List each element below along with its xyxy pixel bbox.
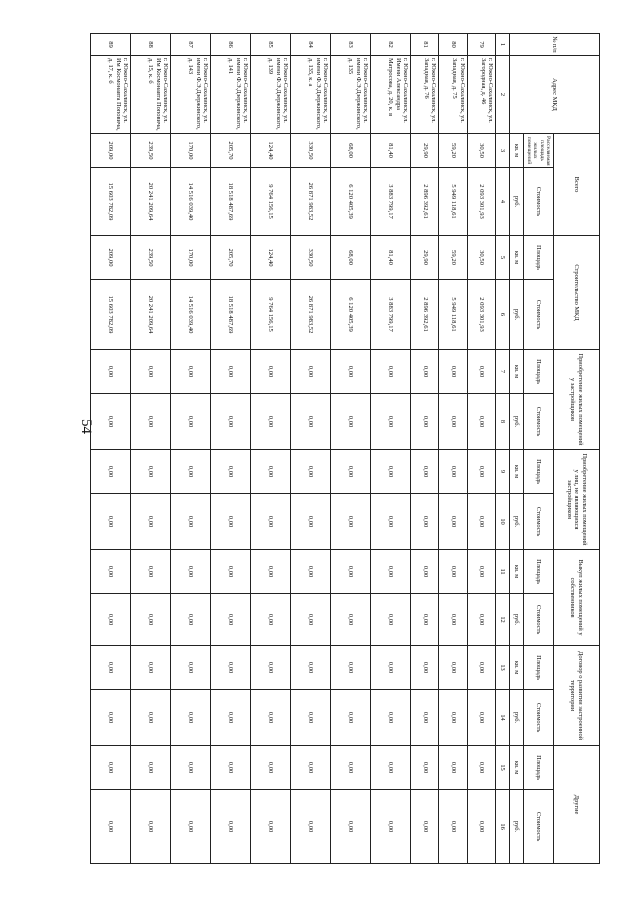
column-number: 12 bbox=[496, 594, 510, 646]
row-address: г. Южно-Сахалинск, ул. имени Ф.Э.Дзержинского, д. 135, к. а bbox=[291, 56, 331, 134]
row-construction-area: 68,00 bbox=[331, 236, 371, 280]
row-zero-cost: 0,00 bbox=[439, 594, 467, 646]
header-purchase-developers: Приобретение жилых помещений у застройщиков bbox=[554, 350, 600, 450]
header-construction: Строительство МКД bbox=[554, 236, 600, 350]
unit-cost: руб. bbox=[510, 494, 524, 550]
row-zero-area: 0,00 bbox=[291, 746, 331, 790]
row-number: 87 bbox=[171, 34, 211, 56]
header-cost: Стоимость bbox=[524, 594, 554, 646]
row-zero-area: 0,00 bbox=[211, 550, 251, 594]
row-address: г. Южно-Сахалинск, ул. Загородная, д. 46 bbox=[467, 56, 495, 134]
header-buyout: Выкуп жилых помещений у собственников bbox=[554, 550, 600, 646]
unit-cost: руб. bbox=[510, 690, 524, 746]
column-number: 4 bbox=[496, 168, 510, 236]
row-zero-area: 0,00 bbox=[251, 350, 291, 394]
row-construction-cost: 20 241 209,64 bbox=[131, 280, 171, 350]
row-zero-cost: 0,00 bbox=[411, 394, 439, 450]
column-number: 10 bbox=[496, 494, 510, 550]
column-number: 16 bbox=[496, 790, 510, 864]
row-total-cost: 5 949 118,61 bbox=[439, 168, 467, 236]
row-zero-cost: 0,00 bbox=[467, 494, 495, 550]
column-number: 13 bbox=[496, 646, 510, 690]
row-zero-area: 0,00 bbox=[251, 746, 291, 790]
column-number: 5 bbox=[496, 236, 510, 280]
row-number: 86 bbox=[211, 34, 251, 56]
row-total-area: 59,20 bbox=[439, 134, 467, 168]
row-total-area: 205,70 bbox=[211, 134, 251, 168]
row-zero-area: 0,00 bbox=[131, 350, 171, 394]
row-address: г. Южно-Сахалинск, ул. имени Ф.Э.Дзержинского, д. 141 bbox=[211, 56, 251, 134]
row-construction-area: 239,50 bbox=[131, 236, 171, 280]
row-zero-cost: 0,00 bbox=[331, 690, 371, 746]
row-zero-cost: 0,00 bbox=[439, 790, 467, 864]
header-cost: Стоимость bbox=[524, 394, 554, 450]
row-total-cost: 18 518 487,69 bbox=[211, 168, 251, 236]
row-zero-cost: 0,00 bbox=[291, 790, 331, 864]
row-address: г. Южно-Сахалинск, ул. Им Космонавта Поповича, д. 17, к. б bbox=[91, 56, 131, 134]
row-zero-area: 0,00 bbox=[331, 746, 371, 790]
unit-area: кв. м bbox=[510, 236, 524, 280]
row-zero-area: 0,00 bbox=[467, 450, 495, 494]
row-zero-cost: 0,00 bbox=[211, 790, 251, 864]
unit-cost: руб. bbox=[510, 594, 524, 646]
header-area: Площадь bbox=[524, 646, 554, 690]
row-construction-cost: 5 949 118,61 bbox=[439, 280, 467, 350]
row-total-area: 68,00 bbox=[331, 134, 371, 168]
table-row bbox=[131, 34, 171, 864]
row-zero-area: 0,00 bbox=[91, 350, 131, 394]
header-area: Площадь bbox=[524, 450, 554, 494]
row-zero-area: 0,00 bbox=[467, 746, 495, 790]
row-construction-area: 209,00 bbox=[91, 236, 131, 280]
header-cost: Стоимость bbox=[524, 690, 554, 746]
unit-cost: руб. bbox=[510, 394, 524, 450]
row-total-cost: 3 883 799,17 bbox=[371, 168, 411, 236]
row-total-area: 124,40 bbox=[251, 134, 291, 168]
header-cost: Стоимость bbox=[524, 280, 554, 350]
row-construction-area: 81,40 bbox=[371, 236, 411, 280]
row-zero-area: 0,00 bbox=[291, 350, 331, 394]
row-zero-cost: 0,00 bbox=[331, 394, 371, 450]
header-area: Площадь bbox=[524, 350, 554, 394]
row-zero-cost: 0,00 bbox=[251, 790, 291, 864]
row-total-area: 330,50 bbox=[291, 134, 331, 168]
header-area: Площадь bbox=[524, 550, 554, 594]
row-zero-cost: 0,00 bbox=[467, 790, 495, 864]
row-construction-cost: 26 871 983,52 bbox=[291, 280, 331, 350]
row-address: г. Южно-Сахалинск, ул. Западная, д. 76 bbox=[411, 56, 439, 134]
row-zero-area: 0,00 bbox=[91, 646, 131, 690]
column-number-row bbox=[496, 34, 510, 864]
row-zero-area: 0,00 bbox=[467, 350, 495, 394]
row-zero-cost: 0,00 bbox=[291, 594, 331, 646]
row-zero-area: 0,00 bbox=[371, 350, 411, 394]
header-cost: Стоимость bbox=[524, 168, 554, 236]
row-zero-cost: 0,00 bbox=[251, 394, 291, 450]
column-number: 8 bbox=[496, 394, 510, 450]
row-total-cost: 2 896 392,61 bbox=[411, 168, 439, 236]
row-zero-cost: 0,00 bbox=[91, 690, 131, 746]
row-total-cost: 26 871 983,52 bbox=[291, 168, 331, 236]
page-number: 54 bbox=[78, 419, 94, 434]
row-zero-area: 0,00 bbox=[251, 550, 291, 594]
row-address: г. Южно-Сахалинск, ул. имени Ф.Э.Дзержинского, д. 143 bbox=[171, 56, 211, 134]
row-zero-cost: 0,00 bbox=[91, 594, 131, 646]
row-zero-area: 0,00 bbox=[171, 746, 211, 790]
table-row bbox=[91, 34, 131, 864]
row-zero-cost: 0,00 bbox=[171, 690, 211, 746]
row-construction-area: 59,20 bbox=[439, 236, 467, 280]
row-construction-cost: 6 120 405,39 bbox=[331, 280, 371, 350]
row-zero-cost: 0,00 bbox=[91, 790, 131, 864]
row-zero-cost: 0,00 bbox=[371, 394, 411, 450]
row-total-area: 81,40 bbox=[371, 134, 411, 168]
row-zero-cost: 0,00 bbox=[331, 790, 371, 864]
row-construction-area: 205,70 bbox=[211, 236, 251, 280]
row-construction-cost: 2 896 392,61 bbox=[411, 280, 439, 350]
row-zero-cost: 0,00 bbox=[439, 394, 467, 450]
unit-area: кв. м bbox=[510, 746, 524, 790]
row-total-cost: 6 120 405,39 bbox=[331, 168, 371, 236]
row-number: 82 bbox=[371, 34, 411, 56]
row-total-cost: 2 093 301,93 bbox=[467, 168, 495, 236]
row-zero-area: 0,00 bbox=[211, 646, 251, 690]
row-construction-cost: 3 883 799,17 bbox=[371, 280, 411, 350]
row-zero-cost: 0,00 bbox=[171, 594, 211, 646]
table-row bbox=[371, 34, 411, 864]
column-number: 3 bbox=[496, 134, 510, 168]
row-zero-area: 0,00 bbox=[171, 646, 211, 690]
row-number: 85 bbox=[251, 34, 291, 56]
row-zero-cost: 0,00 bbox=[171, 494, 211, 550]
row-zero-cost: 0,00 bbox=[211, 394, 251, 450]
header-row-groups bbox=[554, 34, 600, 864]
row-zero-area: 0,00 bbox=[211, 450, 251, 494]
unit-cost: руб. bbox=[510, 280, 524, 350]
row-zero-area: 0,00 bbox=[439, 746, 467, 790]
header-num: № п/п bbox=[510, 34, 600, 56]
row-zero-cost: 0,00 bbox=[251, 690, 291, 746]
row-zero-area: 0,00 bbox=[371, 646, 411, 690]
unit-area: кв. м bbox=[510, 350, 524, 394]
row-zero-cost: 0,00 bbox=[91, 494, 131, 550]
row-total-area: 209,00 bbox=[91, 134, 131, 168]
column-number: 1 bbox=[496, 34, 510, 56]
row-zero-cost: 0,00 bbox=[131, 494, 171, 550]
resettlement-table bbox=[90, 33, 600, 864]
row-zero-area: 0,00 bbox=[439, 450, 467, 494]
row-zero-area: 0,00 bbox=[171, 450, 211, 494]
row-zero-cost: 0,00 bbox=[331, 494, 371, 550]
header-purchase-persons: Приобретение жилых помещений у лиц, не являющихся застройщиком bbox=[554, 450, 600, 550]
row-zero-area: 0,00 bbox=[371, 550, 411, 594]
row-zero-area: 0,00 bbox=[131, 450, 171, 494]
column-number: 15 bbox=[496, 746, 510, 790]
row-zero-area: 0,00 bbox=[371, 450, 411, 494]
row-zero-area: 0,00 bbox=[467, 646, 495, 690]
row-zero-area: 0,00 bbox=[91, 550, 131, 594]
row-zero-cost: 0,00 bbox=[467, 594, 495, 646]
row-construction-area: 330,50 bbox=[291, 236, 331, 280]
row-zero-cost: 0,00 bbox=[131, 790, 171, 864]
row-total-cost: 9 764 156,15 bbox=[251, 168, 291, 236]
row-zero-area: 0,00 bbox=[131, 550, 171, 594]
row-address: г. Южно-Сахалинск, ул. Имени Александра Матросова, д. 20, к. в bbox=[371, 56, 411, 134]
row-zero-cost: 0,00 bbox=[371, 790, 411, 864]
row-zero-cost: 0,00 bbox=[211, 690, 251, 746]
row-zero-cost: 0,00 bbox=[411, 494, 439, 550]
row-number: 83 bbox=[331, 34, 371, 56]
row-zero-cost: 0,00 bbox=[331, 594, 371, 646]
row-zero-area: 0,00 bbox=[331, 550, 371, 594]
row-total-cost: 20 241 209,64 bbox=[131, 168, 171, 236]
table-row bbox=[171, 34, 211, 864]
header-other: Другие bbox=[554, 746, 600, 864]
row-number: 88 bbox=[131, 34, 171, 56]
header-address: Адрес МКД bbox=[510, 56, 600, 134]
column-number: 6 bbox=[496, 280, 510, 350]
row-address: г. Южно-Сахалинск, ул. имени Ф.Э.Дзержинского, д. 135 bbox=[331, 56, 371, 134]
table-container bbox=[90, 33, 600, 863]
row-construction-cost: 14 516 039,40 bbox=[171, 280, 211, 350]
table-row bbox=[467, 34, 495, 864]
row-zero-area: 0,00 bbox=[467, 550, 495, 594]
row-zero-area: 0,00 bbox=[439, 646, 467, 690]
row-number: 79 bbox=[467, 34, 495, 56]
unit-area: кв. м bbox=[510, 550, 524, 594]
row-zero-cost: 0,00 bbox=[411, 790, 439, 864]
row-number: 81 bbox=[411, 34, 439, 56]
row-zero-cost: 0,00 bbox=[439, 690, 467, 746]
row-construction-area: 124,40 bbox=[251, 236, 291, 280]
row-zero-area: 0,00 bbox=[251, 646, 291, 690]
header-area: Площадь bbox=[524, 236, 554, 280]
unit-cost: руб. bbox=[510, 168, 524, 236]
table-body bbox=[91, 34, 496, 864]
row-total-area: 30,50 bbox=[467, 134, 495, 168]
table-row bbox=[331, 34, 371, 864]
row-zero-area: 0,00 bbox=[439, 550, 467, 594]
header-total: Всего bbox=[554, 134, 600, 236]
row-zero-area: 0,00 bbox=[211, 350, 251, 394]
row-zero-cost: 0,00 bbox=[439, 494, 467, 550]
row-zero-area: 0,00 bbox=[411, 550, 439, 594]
column-number: 11 bbox=[496, 550, 510, 594]
header-development: Договор о развитии застроенной территории bbox=[554, 646, 600, 746]
row-zero-cost: 0,00 bbox=[291, 690, 331, 746]
row-zero-area: 0,00 bbox=[91, 450, 131, 494]
row-zero-cost: 0,00 bbox=[251, 494, 291, 550]
row-zero-area: 0,00 bbox=[131, 746, 171, 790]
row-zero-cost: 0,00 bbox=[291, 494, 331, 550]
row-zero-area: 0,00 bbox=[131, 646, 171, 690]
unit-cost: руб. bbox=[510, 790, 524, 864]
row-address: г. Южно-Сахалинск, ул. Западная, д. 75 bbox=[439, 56, 467, 134]
row-zero-area: 0,00 bbox=[91, 746, 131, 790]
header-row-units bbox=[510, 34, 524, 864]
row-zero-cost: 0,00 bbox=[467, 394, 495, 450]
unit-area: кв. м bbox=[510, 450, 524, 494]
row-zero-area: 0,00 bbox=[251, 450, 291, 494]
header-cost: Стоимость bbox=[524, 790, 554, 864]
row-construction-cost: 15 603 782,09 bbox=[91, 280, 131, 350]
row-zero-cost: 0,00 bbox=[371, 690, 411, 746]
row-zero-cost: 0,00 bbox=[171, 790, 211, 864]
row-zero-area: 0,00 bbox=[291, 550, 331, 594]
row-zero-area: 0,00 bbox=[331, 350, 371, 394]
header-area: Площадь bbox=[524, 746, 554, 790]
column-number: 9 bbox=[496, 450, 510, 494]
row-zero-cost: 0,00 bbox=[171, 394, 211, 450]
row-zero-area: 0,00 bbox=[211, 746, 251, 790]
row-construction-area: 30,50 bbox=[467, 236, 495, 280]
row-construction-cost: 2 093 301,93 bbox=[467, 280, 495, 350]
row-number: 84 bbox=[291, 34, 331, 56]
header-cost: Стоимость bbox=[524, 494, 554, 550]
row-number: 89 bbox=[91, 34, 131, 56]
row-construction-area: 170,00 bbox=[171, 236, 211, 280]
row-number: 80 bbox=[439, 34, 467, 56]
row-zero-area: 0,00 bbox=[291, 646, 331, 690]
row-zero-area: 0,00 bbox=[411, 350, 439, 394]
row-zero-area: 0,00 bbox=[371, 746, 411, 790]
row-zero-cost: 0,00 bbox=[131, 394, 171, 450]
row-zero-area: 0,00 bbox=[411, 646, 439, 690]
row-zero-cost: 0,00 bbox=[467, 690, 495, 746]
row-zero-cost: 0,00 bbox=[91, 394, 131, 450]
row-zero-cost: 0,00 bbox=[131, 594, 171, 646]
table-row bbox=[411, 34, 439, 864]
row-zero-area: 0,00 bbox=[171, 550, 211, 594]
row-zero-cost: 0,00 bbox=[371, 594, 411, 646]
row-zero-cost: 0,00 bbox=[251, 594, 291, 646]
row-total-cost: 14 516 039,40 bbox=[171, 168, 211, 236]
table-row bbox=[291, 34, 331, 864]
row-construction-cost: 9 764 156,15 bbox=[251, 280, 291, 350]
row-zero-cost: 0,00 bbox=[371, 494, 411, 550]
column-number: 14 bbox=[496, 690, 510, 746]
column-number: 2 bbox=[496, 56, 510, 134]
row-zero-area: 0,00 bbox=[331, 450, 371, 494]
row-address: г. Южно-Сахалинск, ул. Им Космонавта Поповича, д. 15, к. б bbox=[131, 56, 171, 134]
row-zero-cost: 0,00 bbox=[131, 690, 171, 746]
header-row-subcols bbox=[524, 34, 554, 864]
row-total-area: 170,00 bbox=[171, 134, 211, 168]
row-zero-area: 0,00 bbox=[291, 450, 331, 494]
row-construction-area: 29,90 bbox=[411, 236, 439, 280]
row-zero-area: 0,00 bbox=[411, 746, 439, 790]
table-row bbox=[211, 34, 251, 864]
row-zero-area: 0,00 bbox=[411, 450, 439, 494]
header-total-area: Расселяемая площадь жилых помещений bbox=[524, 134, 554, 168]
row-zero-area: 0,00 bbox=[331, 646, 371, 690]
row-zero-cost: 0,00 bbox=[291, 394, 331, 450]
row-total-cost: 15 603 782,09 bbox=[91, 168, 131, 236]
row-zero-cost: 0,00 bbox=[411, 690, 439, 746]
row-address: г. Южно-Сахалинск, ул. имени Ф.Э.Дзержинского, д. 139 bbox=[251, 56, 291, 134]
row-zero-cost: 0,00 bbox=[211, 594, 251, 646]
row-total-area: 239,50 bbox=[131, 134, 171, 168]
column-number: 7 bbox=[496, 350, 510, 394]
row-total-area: 29,90 bbox=[411, 134, 439, 168]
unit-area: кв. м bbox=[510, 646, 524, 690]
unit-area: кв. м bbox=[510, 134, 524, 168]
table-row bbox=[439, 34, 467, 864]
row-zero-cost: 0,00 bbox=[411, 594, 439, 646]
row-zero-area: 0,00 bbox=[171, 350, 211, 394]
row-zero-area: 0,00 bbox=[439, 350, 467, 394]
table-row bbox=[251, 34, 291, 864]
row-zero-cost: 0,00 bbox=[211, 494, 251, 550]
row-construction-cost: 18 518 487,69 bbox=[211, 280, 251, 350]
